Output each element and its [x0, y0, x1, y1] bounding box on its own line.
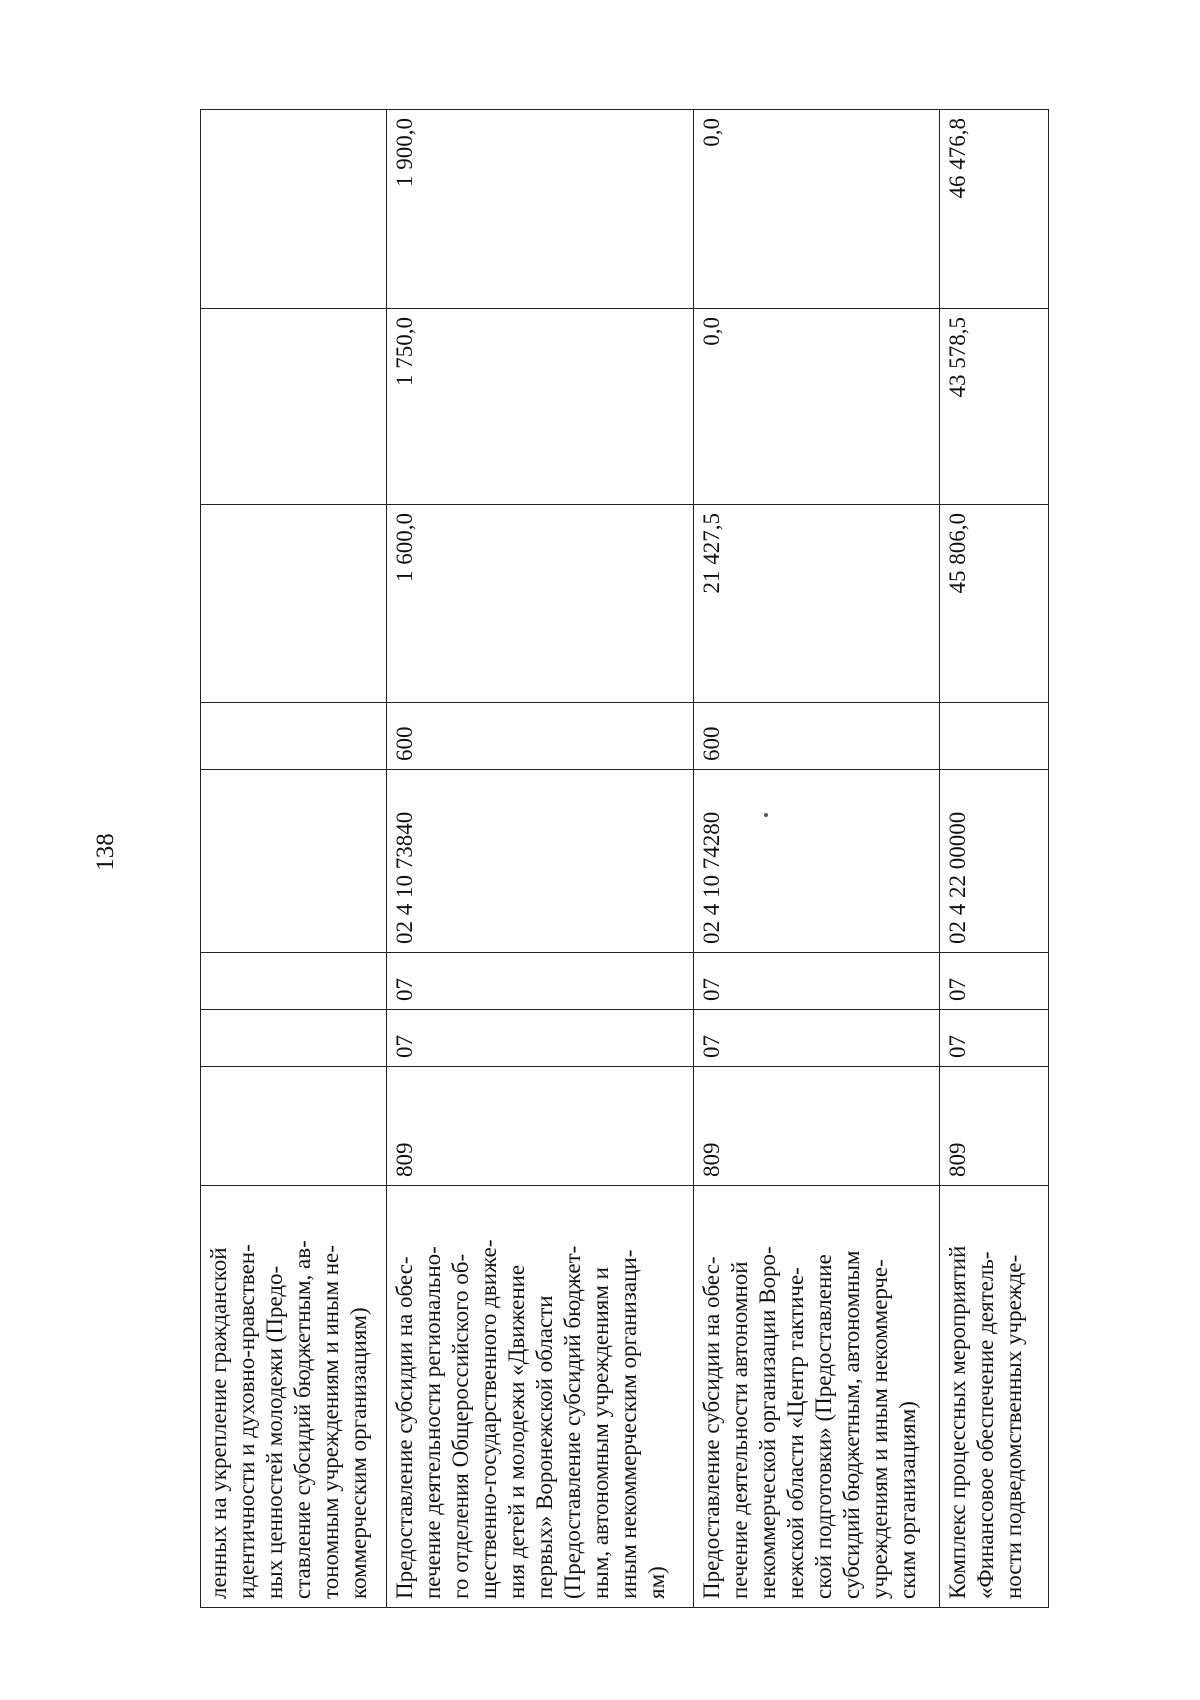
description-cell: [694, 1186, 940, 1608]
scan-speck: [764, 813, 768, 817]
description-line: ской подготовки» (Предоставление: [811, 1254, 836, 1599]
sum-2026-cell: 46 476,8: [940, 110, 1049, 309]
expense-type-cell: 600: [387, 703, 694, 770]
ministry-code-cell: 809: [694, 1067, 940, 1186]
sum-2026-cell: [201, 110, 387, 309]
description-cell: [940, 1186, 1049, 1608]
sum-2026-cell: 1 900,0: [387, 110, 694, 309]
description-line: «Финансовое обеспечение деятель-: [973, 1251, 998, 1599]
table-row: [694, 110, 940, 1608]
table-row: [387, 110, 694, 1608]
section-cell: [201, 1010, 387, 1067]
target-article-cell: 02 4 10 74280: [694, 770, 940, 953]
section-cell: 07: [694, 1010, 940, 1067]
table-row: [940, 110, 1049, 1608]
description-line: печение деятельности регионально-: [420, 1246, 445, 1599]
table-row: [201, 110, 387, 1608]
description-line: Предоставление субсидии на обес-: [392, 1256, 417, 1599]
sum-2025-cell: 43 578,5: [940, 309, 1049, 505]
sum-2025-cell: 0,0: [694, 309, 940, 505]
rotated-table-wrapper: [200, 110, 1048, 1608]
sum-2024-cell: 1 600,0: [387, 505, 694, 703]
subsection-cell: [201, 953, 387, 1010]
description-line: идентичности и духовно-нравствен-: [234, 1244, 259, 1599]
subsection-cell: 07: [387, 953, 694, 1010]
description-line: некоммерческой организации Воро-: [755, 1246, 780, 1599]
sum-2025-cell: [201, 309, 387, 505]
sum-2026-cell: 0,0: [694, 110, 940, 309]
description-line: ленных на укрепление гражданской: [206, 1247, 231, 1599]
table-body: [201, 110, 1049, 1608]
ministry-code-cell: [201, 1067, 387, 1186]
description-line: ния детей и молодежи «Движение: [504, 1264, 529, 1599]
expense-type-cell: [201, 703, 387, 770]
description-line: первых» Воронежской области: [532, 1295, 557, 1599]
expense-type-cell: [940, 703, 1049, 770]
sum-2024-cell: 21 427,5: [694, 505, 940, 703]
sum-2025-cell: 1 750,0: [387, 309, 694, 505]
subsection-cell: 07: [694, 953, 940, 1010]
sum-2024-cell: 45 806,0: [940, 505, 1049, 703]
expense-type-cell: 600: [694, 703, 940, 770]
section-cell: 07: [387, 1010, 694, 1067]
description-line: субсидий бюджетным, автономным: [839, 1250, 864, 1599]
section-cell: 07: [940, 1010, 1049, 1067]
description-line: Предоставление субсидии на обес-: [699, 1256, 724, 1599]
description-line: го отделения Общероссийского об-: [448, 1253, 473, 1599]
description-line: иным некоммерческим организаци-: [616, 1249, 641, 1599]
target-article-cell: 02 4 10 73840: [387, 770, 694, 953]
target-article-cell: 02 4 22 00000: [940, 770, 1049, 953]
description-line: ям): [644, 1566, 669, 1599]
sum-2024-cell: [201, 505, 387, 703]
target-article-cell: [201, 770, 387, 953]
description-line: ных ценностей молодежи (Предо-: [262, 1265, 287, 1599]
ministry-code-cell: 809: [940, 1067, 1049, 1186]
description-line: коммерческим организациям): [346, 1307, 371, 1599]
description-line: щественно-государственного движе-: [476, 1239, 501, 1599]
description-cell: [387, 1186, 694, 1608]
description-line: ским организациям): [895, 1401, 920, 1599]
description-line: ности подведомственных учрежде-: [1001, 1254, 1026, 1599]
description-cell: [201, 1186, 387, 1608]
description-line: Комплекс процессных мероприятий: [945, 1245, 970, 1599]
page-number: 138: [92, 833, 119, 871]
description-line: печение деятельности автономной: [727, 1261, 752, 1599]
description-line: тономным учреждениям и иным не-: [318, 1245, 343, 1599]
subsection-cell: 07: [940, 953, 1049, 1010]
description-line: (Предоставление субсидий бюджет-: [560, 1245, 585, 1599]
ministry-code-cell: 809: [387, 1067, 694, 1186]
budget-table: [200, 109, 1049, 1608]
description-line: ставление субсидий бюджетным, ав-: [290, 1240, 315, 1599]
description-line: ным, автономным учреждениям и: [588, 1267, 613, 1599]
description-line: нежской области «Центр тактиче-: [783, 1267, 808, 1599]
description-line: учреждениям и иным некоммерче-: [867, 1259, 892, 1599]
